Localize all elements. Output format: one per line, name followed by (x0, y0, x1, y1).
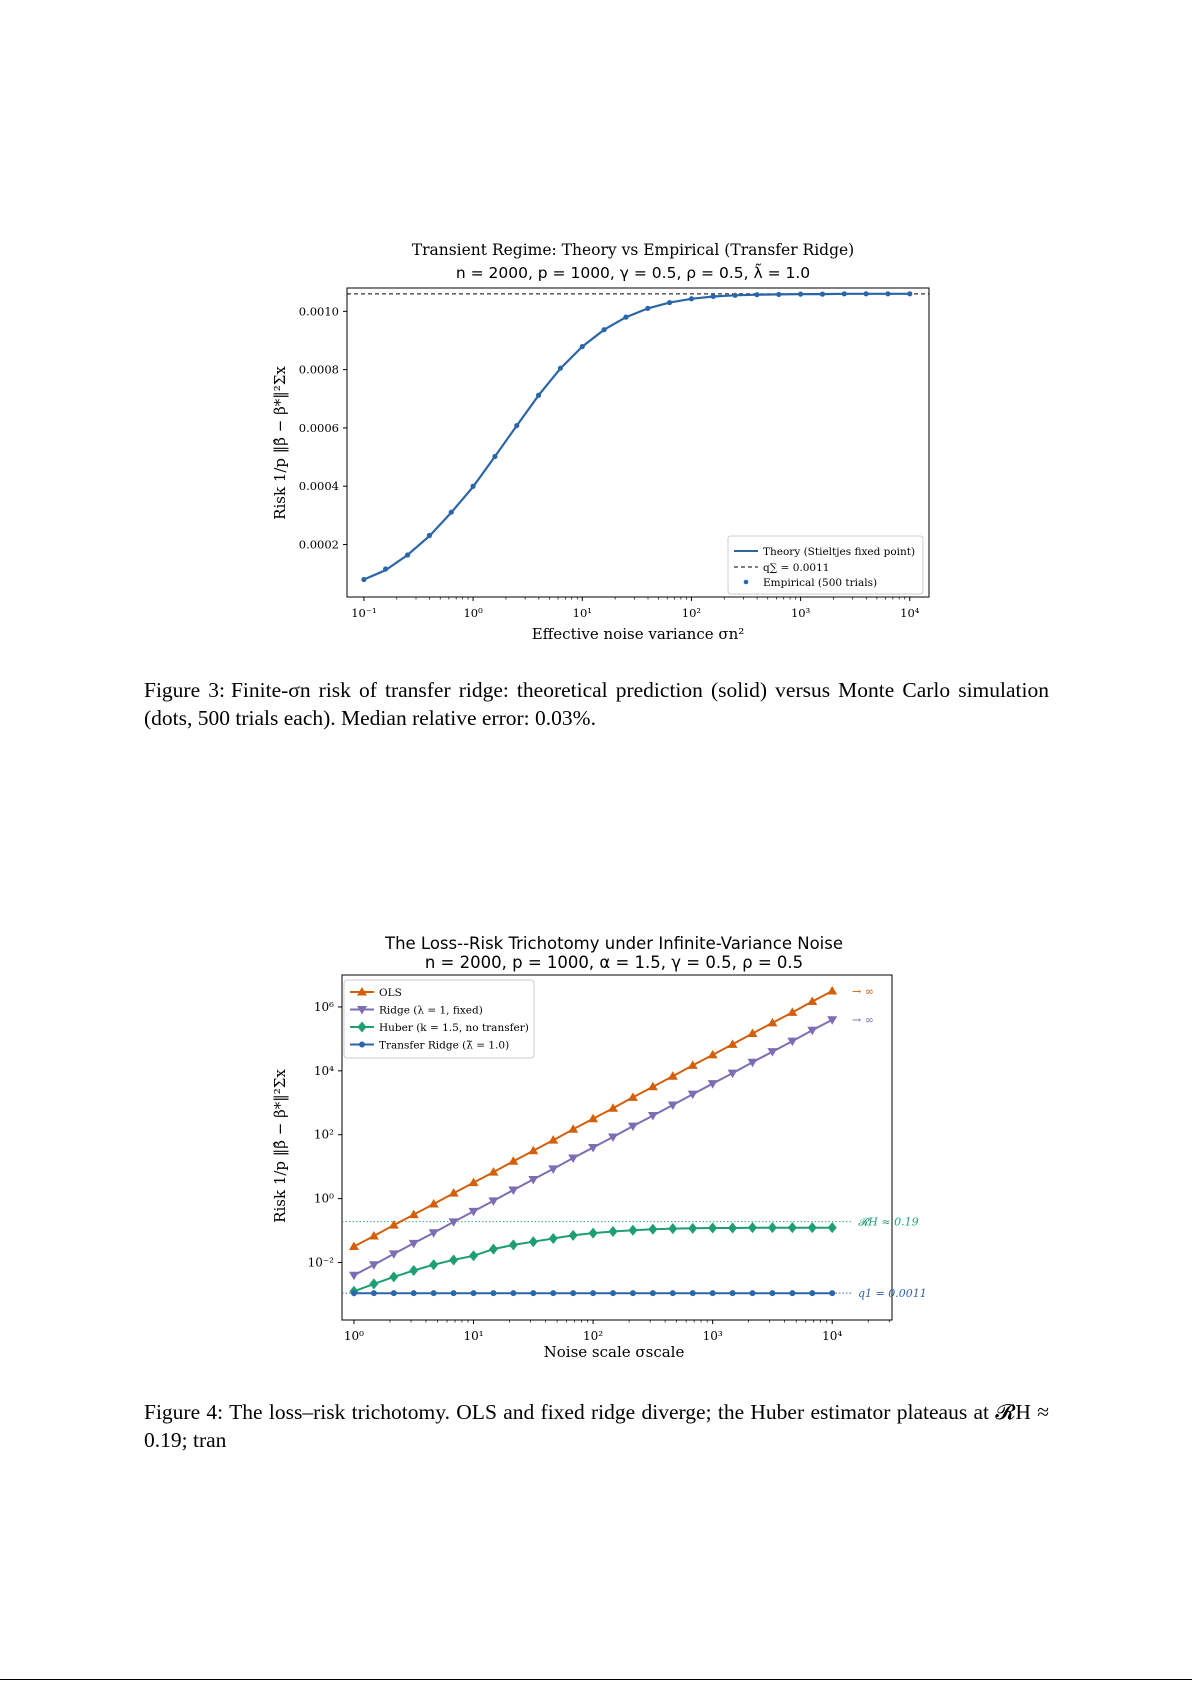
circle-marker (590, 1290, 596, 1296)
x-tick-label: 10¹ (463, 1329, 484, 1343)
empirical-point (689, 296, 694, 301)
diamond-marker (728, 1223, 737, 1234)
diamond-marker (788, 1222, 797, 1233)
circle-marker (710, 1290, 716, 1296)
circle-marker (451, 1290, 457, 1296)
triangle-down-marker (728, 1070, 738, 1079)
diamond-marker (529, 1236, 538, 1247)
circle-marker (359, 1042, 365, 1048)
circle-marker (570, 1290, 576, 1296)
empirical-point (754, 292, 759, 297)
diamond-marker (369, 1278, 378, 1289)
empirical-point (601, 327, 606, 332)
empirical-point (907, 291, 912, 296)
legend-item: Transfer Ridge (λ̃ = 1.0) (379, 1039, 510, 1052)
triangle-up-marker (728, 1039, 738, 1048)
triangle-up-marker (628, 1092, 638, 1101)
y-tick-label: 0.0010 (298, 304, 339, 319)
circle-marker (769, 1290, 775, 1296)
diamond-marker (648, 1224, 657, 1235)
circle-marker (630, 1290, 636, 1296)
caption-label: Figure 3: (144, 678, 225, 702)
figure-3-chart (0, 0, 1192, 660)
figure-4-chart (0, 920, 1192, 1380)
empirical-point (623, 315, 628, 320)
y-tick-label: 10⁶ (313, 999, 334, 1014)
y-tick-label: 10⁰ (313, 1191, 334, 1206)
y-tick-label: 10⁻² (307, 1255, 334, 1270)
triangle-down-marker (688, 1091, 698, 1100)
x-tick-label: 10¹ (572, 606, 592, 620)
circle-marker (411, 1290, 417, 1296)
y-tick-label: 0.0002 (298, 537, 339, 552)
diamond-marker (569, 1230, 578, 1241)
empirical-point (864, 291, 869, 296)
circle-marker (789, 1290, 795, 1296)
diamond-marker (429, 1259, 438, 1270)
x-tick-label: 10³ (790, 606, 811, 620)
diamond-marker (668, 1223, 677, 1234)
diamond-marker (589, 1228, 598, 1239)
legend-item-empirical: Empirical (500 trials) (763, 577, 878, 589)
triangle-up-marker (469, 1178, 479, 1187)
x-axis (344, 1320, 889, 1343)
empirical-point (361, 577, 366, 582)
circle-marker (530, 1290, 536, 1296)
x-axis (351, 597, 920, 620)
triangle-up-marker (429, 1199, 439, 1208)
circle-marker (490, 1290, 496, 1296)
triangle-down-marker (508, 1186, 518, 1195)
diamond-marker (708, 1223, 717, 1234)
caption-text: Finite-σn risk of transfer ridge: theoretical prediction (solid) versus Monte Carlo simulation (dots, 500 trials each). Median relative error: 0.03%. (144, 678, 1049, 730)
legend-item-hline: q∑ = 0.0011 (763, 562, 830, 574)
circle-marker (690, 1290, 696, 1296)
diamond-marker (688, 1223, 697, 1234)
empirical-point (885, 291, 890, 296)
legend-item-theory: Theory (Stieltjes fixed point) (763, 546, 916, 558)
empirical-point (711, 294, 716, 299)
circle-marker (650, 1290, 656, 1296)
empirical-point (405, 552, 410, 557)
circle-marker (510, 1290, 516, 1296)
circle-marker (371, 1290, 377, 1296)
triangle-down-marker (628, 1123, 638, 1132)
x-tick-label: 10⁴ (900, 606, 920, 620)
circle-marker (829, 1290, 835, 1296)
empirical-point (470, 484, 475, 489)
triangle-down-marker (449, 1218, 459, 1227)
diamond-marker (768, 1222, 777, 1233)
triangle-down-marker (648, 1112, 658, 1121)
circle-marker (670, 1290, 676, 1296)
triangle-down-marker (568, 1155, 578, 1164)
y-tick-label: 10² (313, 1127, 334, 1142)
triangle-down-marker (807, 1027, 817, 1036)
figure-3-caption (144, 676, 1049, 732)
circle-marker (809, 1290, 815, 1296)
figure-4-caption (144, 1398, 1049, 1454)
legend (728, 536, 923, 594)
diamond-marker (509, 1239, 518, 1250)
diamond-marker (469, 1250, 478, 1261)
diamond-marker (489, 1244, 498, 1255)
triangle-down-marker (389, 1250, 399, 1259)
triangle-down-marker (748, 1059, 758, 1068)
empirical-point (580, 344, 585, 349)
triangle-up-marker (827, 986, 837, 995)
x-axis-label: Noise scale σscale (543, 1343, 685, 1361)
triangle-up-marker (608, 1103, 618, 1112)
empirical-point (645, 306, 650, 311)
y-tick-label: 0.0004 (298, 479, 339, 494)
x-tick-label: 10⁻¹ (351, 606, 377, 620)
x-axis-label: Effective noise variance σn² (531, 625, 745, 643)
circle-marker (431, 1290, 437, 1296)
reference-line-label: q1 = 0.0011 (858, 1287, 927, 1301)
x-tick-label: 10⁴ (822, 1329, 843, 1343)
circle-marker (730, 1290, 736, 1296)
empirical-point (798, 292, 803, 297)
circle-marker (550, 1290, 556, 1296)
empirical-point (536, 393, 541, 398)
diamond-marker (628, 1225, 637, 1236)
empirical-point (558, 366, 563, 371)
empirical-point (820, 292, 825, 297)
chart-subtitle: n = 2000, p = 1000, α = 1.5, γ = 0.5, ρ = 0.5 (424, 953, 804, 972)
caption-text: The loss–risk trichotomy. OLS and fixed ridge diverge; the Huber estimator plateaus at 𝓡H ≈ 0.19; tran (144, 1400, 1050, 1452)
x-tick-label: 10² (681, 606, 702, 620)
x-tick-label: 10³ (702, 1329, 723, 1343)
empirical-point (492, 454, 497, 459)
circle-marker (750, 1290, 756, 1296)
diamond-marker (409, 1265, 418, 1276)
y-axis-label: Risk 1/p ‖β̂ − β*‖²Σx (271, 1069, 289, 1223)
triangle-down-marker (349, 1272, 359, 1281)
chart-subtitle: n = 2000, p = 1000, γ = 0.5, ρ = 0.5, λ̃ = 1.0 (455, 264, 811, 282)
caption-label: Figure 4: (144, 1400, 224, 1424)
x-tick-label: 10⁰ (343, 1329, 365, 1343)
y-axis (308, 1000, 342, 1270)
circle-marker (351, 1290, 357, 1296)
empirical-point (383, 566, 388, 571)
y-axis-label: Risk 1/p ‖β̂ − β*‖²Σx (271, 366, 289, 520)
empirical-point (842, 291, 847, 296)
triangle-up-marker (369, 1231, 379, 1240)
diamond-marker (389, 1271, 398, 1282)
y-tick-label: 0.0008 (298, 362, 339, 377)
diamond-marker (449, 1254, 458, 1265)
y-axis (299, 304, 347, 551)
empirical-point (427, 533, 432, 538)
diamond-marker (609, 1226, 618, 1237)
x-tick-label: 10² (583, 1329, 604, 1343)
chart-title: The Loss--Risk Trichotomy under Infinite-Variance Noise (385, 934, 843, 953)
legend-item: OLS (379, 987, 402, 999)
legend (344, 980, 534, 1058)
empirical-point (733, 293, 738, 298)
circle-marker (610, 1290, 616, 1296)
legend-item: Ridge (λ = 1, fixed) (379, 1004, 483, 1017)
divergence-annotation: → ∞ (852, 1013, 874, 1027)
circle-marker (391, 1290, 397, 1296)
empirical-point (514, 423, 519, 428)
diamond-marker (808, 1222, 817, 1233)
x-tick-label: 10⁰ (463, 606, 483, 620)
legend-swatch-empirical (744, 580, 749, 585)
chart-title: Transient Regime: Theory vs Empirical (Transfer Ridge) (411, 241, 855, 259)
empirical-point (667, 300, 672, 305)
circle-marker (471, 1290, 477, 1296)
y-tick-label: 0.0006 (298, 420, 339, 435)
legend-item: Huber (k = 1.5, no transfer) (379, 1022, 529, 1034)
diamond-marker (748, 1222, 757, 1233)
diamond-marker (549, 1233, 558, 1244)
empirical-point (449, 510, 454, 515)
reference-line-label: 𝓡H ≈ 0.19 (858, 1215, 919, 1229)
divergence-annotation: → ∞ (852, 984, 874, 998)
page-bottom-rule (0, 1679, 1192, 1680)
y-tick-label: 10⁴ (313, 1063, 334, 1078)
empirical-point (776, 292, 781, 297)
diamond-marker (828, 1222, 837, 1233)
